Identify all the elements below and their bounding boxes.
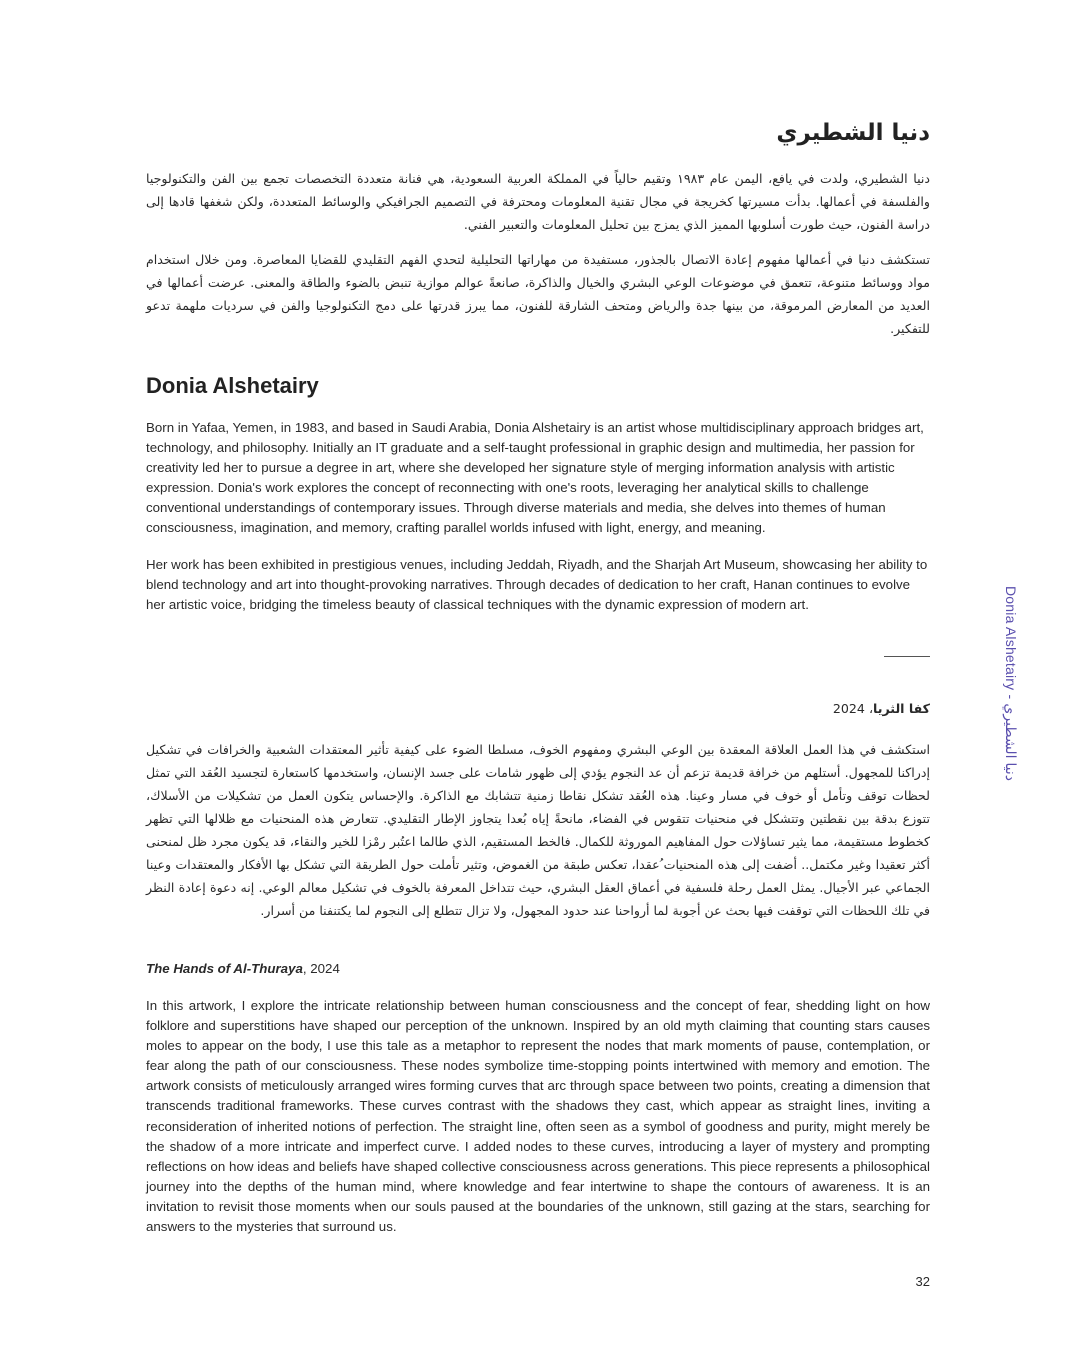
arabic-artwork-description: استكشف في هذا العمل العلاقة المعقدة بين الوعي البشري ومفهوم الخوف، مسلطا الضوء على كيفية تأثير المعتقدات الشعبية والخرافات في تشكيل إدراكنا للمجهول. أستلهم من خرافة قديمة تزعم أن عد النجوم يؤدي إلى ظهور شامات على جسد الإنسان، واستخدمها كاستعارة لتجسيد العُقد التي تمثل لحظات توقف وتأمل أو خوف في مسار وعينا. هذه العُقد تشكل نقاطا زمنية تتشابك مع الذاكرة. والإحساس يتكون العمل من تشكيلات من الأسلاك، تتوزع بدقة بين نقطتين وتتشكل في منحنيات تتقوس في الفضاء، مانحةً إياه بُعدا يتجاوز الإطار التقليدي. تتعارض هذه المنحنيات مع ظلالها التي تظهر كخطوط مستقيمة، مما يثير تساؤلات حول المفاهيم الموروثة للكمال. فالخط المستقيم، الذي طالما اعتُبر رمْزا للخير والنقاء، قد يكون مجرد ظل لمنحنى أكثر تعقيدا وغير مكتمل.. أضفت إلى هذه المنحنيات ُعقدا، تعكس طبقة من الغموض، وتثير تأملت حول الطريقة التي تشكل بها الأفكار والمعتقدات وعينا الجماعي عبر الأجيال. يمثل العمل رحلة فلسفية في أعماق العقل البشري، حيث تتداخل المعرفة بالخوف في تشكيل معالم الوعي. إنه دعوة إعادة النظر في تلك اللحظات التي توقفت فيها بحث عن أجوبة لما أرواحنا عند حدود المجهول، ولا تزال تتطلع إلى النجوم لما يكتنفنا من أسرار. xyxy=(146,742,930,918)
side-running-header: Donia Alshetairy - دنيا الشطيري xyxy=(1003,586,1019,781)
english-artwork-title: The Hands of Al-Thuraya xyxy=(146,961,303,976)
english-artwork-caption xyxy=(146,961,340,976)
arabic-artwork-year: ، 2024 xyxy=(832,701,874,716)
arabic-bio-paragraph-1: دنيا الشطيري، ولدت في يافع، اليمن عام ١٩٨٣ وتقيم حالياً في المملكة العربية السعودية، هي فنانة متعددة التخصصات تجمع بين الفن والتكنولوجيا والفلسفة في أعمالها. بدأت مسيرتها كخريجة في مجال تقنية المعلومات ومحترفة في التصميم الجرافيكي والوسائط المتعددة، ولكن شغفها قادها إلى دراسة الفنون، حيث طورت أسلوبها المميز الذي يمزج بين تحليل المعلومات والتعبير الفني. xyxy=(146,171,930,232)
english-bio-paragraph-1: Born in Yafaa, Yemen, in 1983, and based in Saudi Arabia, Donia Alshetairy is an artist whose multidisciplinary approach bridges art, technology, and philosophy. Initially an IT graduate and a self-taught professional in graphic design and multimedia, her passion for creativity led her to pursue a degree in art, where she developed her signature style of merging information analysis with artistic expression. Donia's work explores the concept of reconnecting with one's roots, leveraging her analytical skills to challenge conventional understandings of contemporary issues. Through diverse materials and media, she delves into themes of human consciousness, imagination, and memory, crafting parallel worlds infused with light, energy, and meaning. xyxy=(146,420,924,536)
page-number: 32 xyxy=(915,1274,930,1289)
arabic-artwork-title: كفا الثريا xyxy=(873,701,930,716)
english-artwork-year: , 2024 xyxy=(302,961,340,976)
section-divider xyxy=(884,656,930,657)
arabic-artwork-caption xyxy=(146,701,930,716)
arabic-bio-paragraph-2: تستكشف دنيا في أعمالها مفهوم إعادة الاتصال بالجذور، مستفيدة من مهاراتها التحليلية لتحدي الفهم التقليدي للقضايا المعاصرة. ومن خلال استخدام مواد ووسائط متنوعة، تتعمق في موضوعات الوعي البشري والخيال والذاكرة، صانعةً عوالم موازية تنبض بالضوء والطاقة والمعنى. عرضت أعمالها في العديد من المعارض المرموقة، من بينها جدة والرياض ومتحف الشارقة للفنون، مما يبرز قدرتها على دمج التكنولوجيا والفن في سرديات ملهمة تدعو للتفكير. xyxy=(146,252,930,336)
english-artist-name: Donia Alshetairy xyxy=(146,373,319,398)
english-artwork-description: In this artwork, I explore the intricate relationship between human consciousness and the concept of fear, shedding light on how folklore and superstitions have shaped our perception of the unknown. Inspired by an old myth claiming that counting stars causes moles to appear on the body, I use this tale as a metaphor to represent the nodes that mark moments of pause, contemplation, or fear along the path of our consciousness. These nodes symbolize time-stopping points intertwined with memory and emotion. The artwork consists of meticulously arranged wires forming curves that arc through space between two points, creating a dimension that transcends traditional frameworks. These curves contrast with the shadows they cast, which appear as straight lines, inviting a reconsideration of inherited notions of perfection. The straight line, often seen as a symbol of goodness and purity, might merely be the shadow of a more intricate and imperfect curve. I added nodes to these curves, introducing a layer of mystery and prompting reflections on how ideas and beliefs have shaped collective consciousness across generations. This piece represents a philosophical journey into the depths of the human mind, where knowledge and fear intertwine to shape the contours of awareness. It is an invitation to revisit those moments when our souls paused at the boundaries of the unknown, still gazing at the stars, searching for answers to the mysteries that surround us. xyxy=(146,998,930,1235)
english-bio-paragraph-2: Her work has been exhibited in prestigious venues, including Jeddah, Riyadh, and the Sharjah Art Museum, showcasing her ability to blend technology and art into thought-provoking narratives. Through decades of dedication to her craft, Hanan continues to evolve her artistic voice, bridging the timeless beauty of classical techniques with the dynamic expression of modern art. xyxy=(146,557,928,613)
arabic-artist-name: دنيا الشطيري xyxy=(776,120,930,146)
